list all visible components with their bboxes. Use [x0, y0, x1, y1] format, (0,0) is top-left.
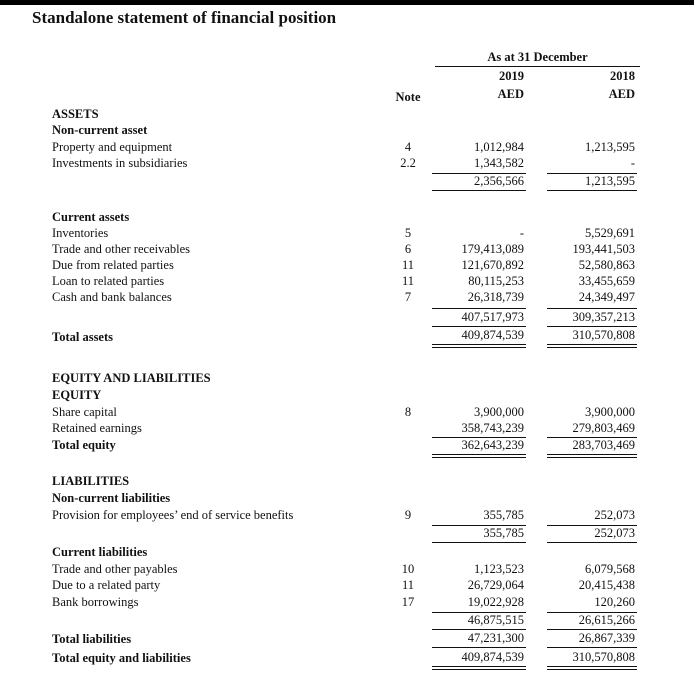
- row-label: Due to a related party: [52, 578, 161, 592]
- total-2018: 310,570,808: [572, 328, 635, 342]
- row-value-2019: 121,670,892: [461, 258, 524, 272]
- subtotal-2019: 407,517,973: [461, 310, 524, 324]
- row-label-total: Total equity and liabilities: [52, 651, 191, 665]
- row-label: Trade and other payables: [52, 562, 178, 576]
- section-liabilities: LIABILITIES: [52, 474, 130, 488]
- total-double-line: [432, 666, 526, 670]
- row-label: Inventories: [52, 226, 109, 240]
- total-2019: 362,643,239: [461, 438, 524, 452]
- top-border: [0, 0, 694, 5]
- section-assets: ASSETS: [52, 107, 99, 121]
- row-label: Investments in subsidiaries: [52, 156, 188, 170]
- subtotal-line: [547, 326, 637, 327]
- subtotal-2018: 26,615,266: [578, 613, 635, 627]
- row-label-total: Total equity: [52, 438, 116, 452]
- total-double-line: [432, 454, 526, 458]
- row-value-2018: 3,900,000: [585, 405, 635, 419]
- subtotal-line: [547, 629, 637, 630]
- row-note: 17: [401, 595, 415, 609]
- subtotal-line: [547, 190, 637, 191]
- row-value-2018: 1,213,595: [585, 140, 635, 154]
- row-note: 7: [404, 290, 412, 304]
- row-note: 6: [404, 242, 412, 256]
- total-double-line: [547, 344, 637, 348]
- row-note: 11: [401, 578, 415, 592]
- section-noncurrent-liabilities: Non-current liabilities: [52, 491, 171, 505]
- subtotal-line: [432, 308, 526, 309]
- row-note: 11: [401, 258, 415, 272]
- note-header: Note: [395, 90, 421, 104]
- row-label: Trade and other receivables: [52, 242, 191, 256]
- subtotal-2018: 309,357,213: [572, 310, 635, 324]
- row-value-2018: 252,073: [594, 508, 635, 522]
- subtotal-line: [432, 326, 526, 327]
- row-label: Bank borrowings: [52, 595, 139, 609]
- row-label: Share capital: [52, 405, 117, 419]
- row-label: Loan to related parties: [52, 274, 165, 288]
- row-note: 5: [404, 226, 412, 240]
- row-value-2019: -: [519, 226, 524, 240]
- subtotal-2019: 2,356,566: [474, 174, 524, 188]
- page-title: Standalone statement of financial position: [32, 8, 337, 27]
- row-value-2018: 193,441,503: [572, 242, 635, 256]
- subtotal-2018: 1,213,595: [585, 174, 635, 188]
- row-value-2019: 26,318,739: [467, 290, 524, 304]
- row-note: 2.2: [400, 156, 416, 170]
- total-2018: 283,703,469: [572, 438, 635, 452]
- row-value-2019: 26,729,064: [467, 578, 524, 592]
- row-label-total: Total assets: [52, 330, 114, 344]
- subtotal-line: [547, 647, 637, 648]
- row-label: Due from related parties: [52, 258, 174, 272]
- section-noncurrent-assets: Non-current asset: [52, 123, 148, 137]
- total-double-line: [547, 666, 637, 670]
- period-underline: [435, 66, 640, 67]
- total-2019: 47,231,300: [467, 631, 524, 645]
- row-value-2018: 24,349,497: [578, 290, 635, 304]
- row-value-2018: 120,260: [594, 595, 635, 609]
- row-value-2019: 355,785: [483, 508, 524, 522]
- row-value-2019: 3,900,000: [474, 405, 524, 419]
- currency-2018-header: AED: [608, 87, 635, 101]
- subtotal-line: [432, 647, 526, 648]
- row-label: Property and equipment: [52, 140, 173, 154]
- subtotal-line: [432, 190, 526, 191]
- section-current-assets: Current assets: [52, 210, 130, 224]
- section-current-liabilities: Current liabilities: [52, 545, 148, 559]
- subtotal-line: [432, 629, 526, 630]
- row-value-2019: 1,012,984: [474, 140, 524, 154]
- row-label: Provision for employees’ end of service benefits: [52, 508, 294, 522]
- total-2018: 310,570,808: [572, 650, 635, 664]
- section-equity: EQUITY: [52, 388, 102, 402]
- row-label-total: Total liabilities: [52, 632, 132, 646]
- section-equity-liabilities: EQUITY AND LIABILITIES: [52, 371, 211, 385]
- total-double-line: [432, 344, 526, 348]
- row-value-2019: 1,123,523: [474, 562, 524, 576]
- subtotal-line: [432, 542, 526, 543]
- row-note: 4: [404, 140, 412, 154]
- row-value-2019: 358,743,239: [461, 421, 524, 435]
- row-value-2018: -: [630, 156, 635, 170]
- total-2019: 409,874,539: [461, 328, 524, 342]
- row-note: 9: [404, 508, 412, 522]
- total-2019: 409,874,539: [461, 650, 524, 664]
- total-2018: 26,867,339: [578, 631, 635, 645]
- year-2019-header: 2019: [499, 69, 524, 83]
- row-label: Retained earnings: [52, 421, 142, 435]
- total-double-line: [547, 454, 637, 458]
- row-value-2018: 33,455,659: [578, 274, 635, 288]
- row-note: 11: [401, 274, 415, 288]
- row-note: 8: [404, 405, 412, 419]
- row-value-2018: 6,079,568: [585, 562, 635, 576]
- row-value-2019: 179,413,089: [461, 242, 524, 256]
- row-value-2019: 80,115,253: [468, 274, 524, 288]
- subtotal-line: [547, 308, 637, 309]
- row-note: 10: [401, 562, 415, 576]
- period-header: As at 31 December: [487, 50, 588, 64]
- row-label: Cash and bank balances: [52, 290, 172, 304]
- row-value-2018: 5,529,691: [585, 226, 635, 240]
- currency-2019-header: AED: [497, 87, 524, 101]
- subtotal-2019: 46,875,515: [467, 613, 524, 627]
- row-value-2019: 19,022,928: [467, 595, 524, 609]
- row-value-2019: 1,343,582: [474, 156, 524, 170]
- row-value-2018: 279,803,469: [572, 421, 635, 435]
- row-value-2018: 20,415,438: [578, 578, 635, 592]
- year-2018-header: 2018: [610, 69, 635, 83]
- row-value-2018: 52,580,863: [578, 258, 635, 272]
- subtotal-2019: 355,785: [483, 526, 524, 540]
- subtotal-line: [547, 542, 637, 543]
- subtotal-2018: 252,073: [594, 526, 635, 540]
